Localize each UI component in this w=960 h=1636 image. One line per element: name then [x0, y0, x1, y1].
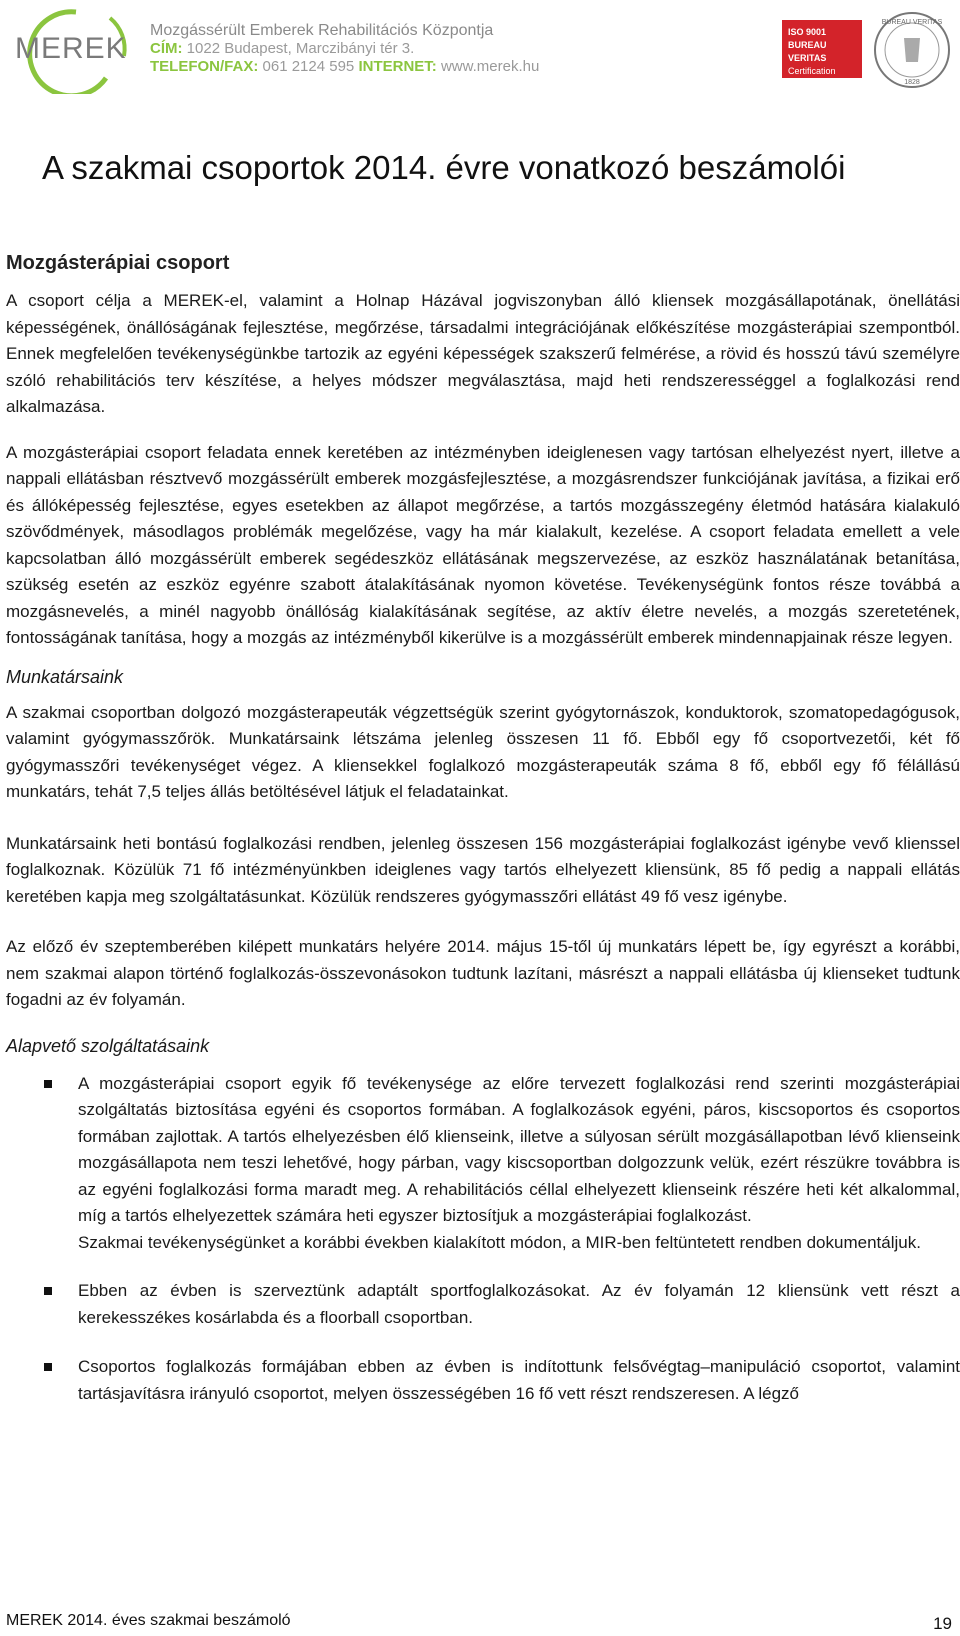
subheading-staff: Munkatársaink: [6, 666, 124, 687]
seal-year: 1828: [904, 79, 920, 86]
list-item-text: Csoportos foglalkozás formájában ebben az évben is indítottunk felsővégtag–manipuláció csoportot, valamint tartásjavításra irányuló csoportot, melyen összességében 16 fő vett részt rendszeresen. A légző: [78, 1357, 960, 1403]
list-item: [6, 1354, 960, 1407]
cert-name: BUREAU VERITAS: [788, 40, 827, 63]
bullet-square-icon: [44, 1363, 52, 1371]
org-contact-line: [150, 58, 539, 76]
list-item: [6, 1278, 960, 1331]
document-body: [6, 148, 960, 1407]
iso-cert-badge: [782, 20, 862, 78]
services-list: [6, 1071, 960, 1408]
paragraph: A mozgásterápiai csoport feladata ennek keretében az intézményben ideiglenesen vagy tartósan elhelyezést nyert, illetve a nappali ellátásban résztvevő mozgássérült emberek mozgásfejlesztése, a mozgásrendszer funkciójának javítása, a fizikai erő és állóképesség fejlesztése, egyes esetekben az állapot megőrzése, a tartós mozgásszegény életmód hatására kialakuló szövődmények, másodlagos problémák megelőzése, vagy ha már kialakult, kezelése. A csoport feladata emellett a vele kapcsolatban álló mozgássérült emberek segédeszköz ellátásának megszervezése, az eszköz használatának betanítása, szükség esetén az eszköz egyénre szabott átalakításának nyomon követése. Tevékenységünk fontos része továbbá a mozgásnevelés, a minél nagyobb önállóság kialakításának segítése, az aktív életre nevelés, a mozgás szeretetének, fontosságának tanítása, hogy a mozgás az intézményből kikerülve is a mozgássérült emberek mindennapjainak része legyen.: [6, 442, 960, 647]
paragraph: Az előző év szeptemberében kilépett munkatárs helyére 2014. május 15-től új munkatárs lépett be, így egyrészt a korábbi, nem szakmai alapon történő foglalkozás-összevonásokon tudtunk lazítani, másrészt a nappali ellátásba új klienseket tudtunk fogadni az év folyamán.: [6, 937, 960, 1009]
website-link[interactable]: www.merek.hu: [440, 58, 540, 75]
list-item: [6, 1071, 960, 1257]
list-item-text: Szakmai tevékenységünket a korábbi években kialakított módon, a MIR-ben feltüntetett rendben dokumentáljuk.: [78, 1232, 921, 1252]
cert-sub: Certification: [788, 66, 836, 76]
page-footer: [6, 1608, 952, 1636]
section-title: Mozgásterápiai csoport: [6, 252, 230, 274]
paragraph: A szakmai csoportban dolgozó mozgásterapeuták végzettségük szerint gyógytornászok, konduktorok, szomatopedagógusok, valamint gyógymasszőrök. Munkatársaink létszáma jelenleg összesen 11 fő. Ebből egy fő csoportvezetői, két fő gyógymasszőri tevékenységet végez. A kliensekkel foglalkozó mozgásterapeuták száma 8 fő, ebből egy fő félállású munkatárs, tehát 7,5 teljes állás betöltésével látjuk el feladatainkat.: [6, 702, 960, 801]
footer-text: MEREK 2014. éves szakmai beszámoló: [6, 1612, 291, 1629]
bullet-square-icon: [44, 1287, 52, 1295]
page-title: A szakmai csoportok 2014. évre vonatkozó beszámolói: [42, 149, 846, 186]
bullet-square-icon: [44, 1080, 52, 1088]
internet-label: INTERNET:: [358, 58, 437, 75]
paragraph: Munkatársaink heti bontású foglalkozási rendben, jelenleg összesen 156 mozgásterápiai foglalkozást igénybe vevő klienssel foglalkoznak. Közülük 71 fő intézményünkben ideiglenes vagy tartós elhelyezett kliensünk, 85 fő pedig a nappali ellátás keretében kapja meg szolgáltatásunkat. Közülük rendszeres gyógymasszőri ellátást 49 fő vesz igénybe.: [6, 833, 960, 906]
subheading-services: Alapvető szolgáltatásaink: [6, 1035, 210, 1056]
org-info: [150, 22, 539, 76]
list-item-text: A mozgásterápiai csoport egyik fő tevékenysége az előre tervezett foglalkozási rend szerinti mozgásterápiai szolgáltatás biztosítása egyéni és csoportos formában. A foglalkozások egyéni, páros, kiscsoportos és csoportos formában zajlottak. A tartós elhelyezésben élő klienseink, illetve a súlyosan sérült mozgásállapotban lévő klienseink mozgásállapota nem teszi lehetővé, hogy párban, vagy kiscsoportban dolgozzunk velük, ezért részükre továbbra is az egyéni foglalkozási forma maradt meg. A rehabilitációs céllal elhelyezett klienseink részére heti két alkalommal, míg a tartós elhelyezettek számára heti egyszer biztosítjuk a mozgásterápiai foglalkozást.: [78, 1073, 960, 1225]
merek-logo-text: MEREK: [15, 32, 127, 65]
seal-text: BUREAU VERITAS: [881, 19, 943, 26]
list-item-text: Ebben az évben is szerveztünk adaptált sportfoglalkozásokat. Az év folyamán 12 kliensünk vett részt a kerekesszékes kosárlabda és a floorball csoportban.: [78, 1281, 960, 1327]
address-value: 1022 Budapest, Marczibányi tér 3.: [186, 40, 415, 57]
bureau-veritas-seal-icon: [872, 10, 952, 90]
org-address-line: [150, 40, 539, 58]
page-header: [0, 0, 960, 100]
address-label: CÍM:: [150, 40, 183, 57]
cert-iso: ISO 9001: [788, 27, 827, 37]
phone-label: TELEFON/FAX:: [150, 58, 259, 75]
paragraph: A csoport célja a MEREK-el, valamint a Holnap Házával jogviszonyban álló kliensek mozgásállapotának, önellátási képességének, önállóságának fejlesztése, megőrzése, társadalmi integrációjának előkészítése mozgásterápiai szempontból. Ennek megfelelően tevékenységünkbe tartozik az egyéni képességek szakszerű felmérése, a rövid és hosszú távú személyre szóló rehabilitációs terv készítése, a helyes módszer megválasztása, majd heti rendszerességgel a foglalkozási rend alkalmazása.: [6, 291, 960, 416]
org-name: Mozgássérült Emberek Rehabilitációs Központja: [150, 22, 494, 39]
page-number: 19: [933, 1614, 952, 1633]
phone-value: 061 2124 595: [262, 58, 355, 75]
